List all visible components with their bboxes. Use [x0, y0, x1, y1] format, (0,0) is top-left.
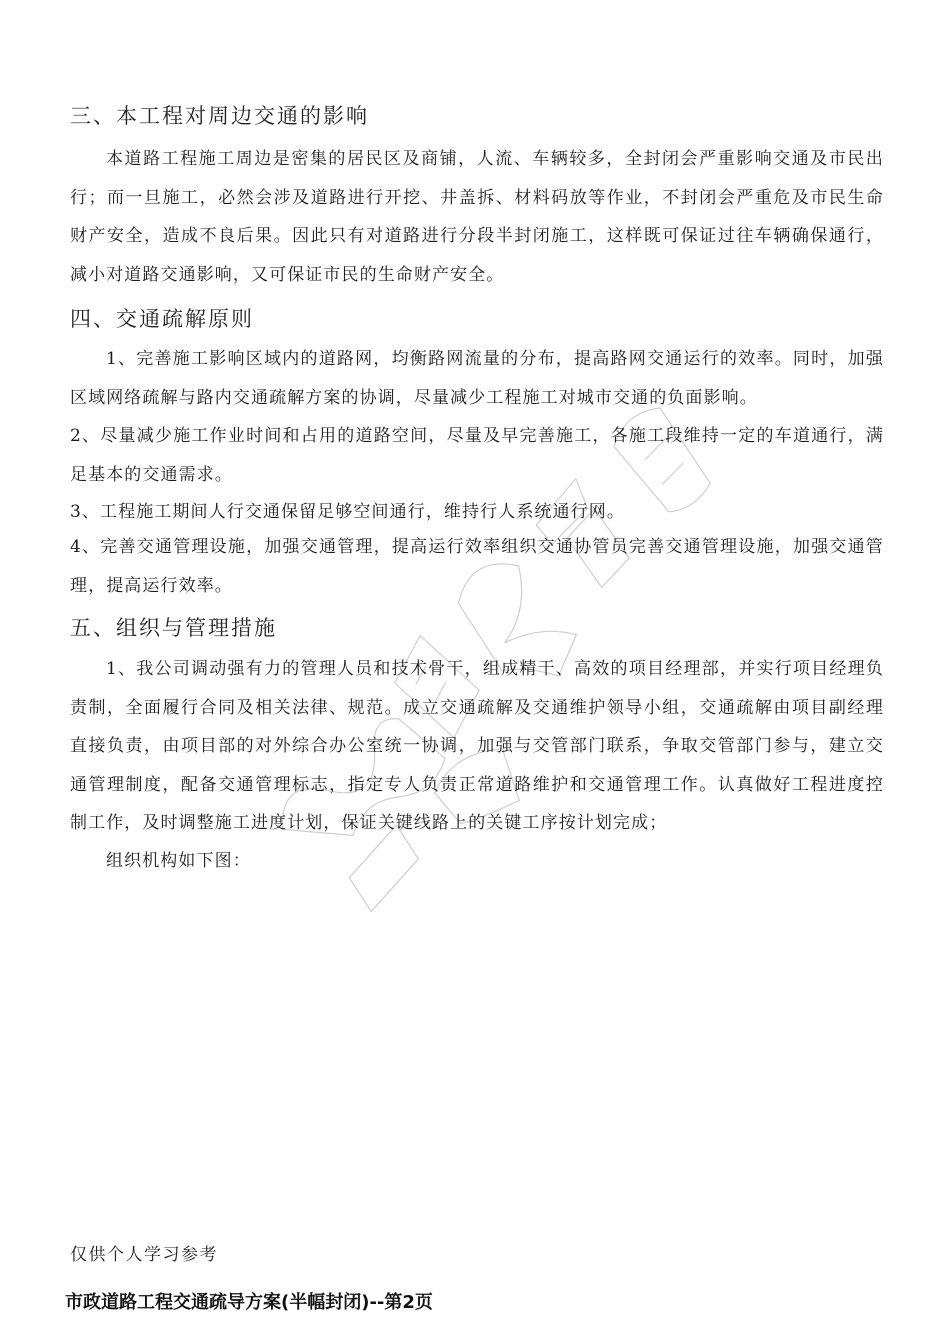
section-4-item-2: 2、尽量减少施工作业时间和占用的道路空间，尽量及早完善施工，各施工段维持一定的车道通行，满足基本的交通需求。 — [70, 426, 884, 485]
footer-note: 仅供个人学习参考 — [70, 1245, 218, 1265]
section-4-heading: 四、交通疏解原则 — [70, 307, 254, 331]
footer-page-title: 市政道路工程交通疏导方案(半幅封闭)--第2页 — [65, 1292, 433, 1313]
section-5-heading: 五、组织与管理措施 — [70, 616, 277, 640]
section-5-body: 1、我公司调动强有力的管理人员和技术骨干，组成精干、高效的项目经理部，并实行项目经理负责制，全面履行合同及相关法律、规范。成立交通疏解及交通维护领导小组，交通疏解由项目副经理直接负责，由项目部的对外综合办公室统一协调，加强与交管部门联系，争取交管部门参与，建立交通管理制度，配备交通管理标志，指定专人负责正常道路维护和交通管理工作。认真做好工程进度控制工作，及时调整施工进度计划，保证关键线路上的关键工序按计划完成； — [70, 659, 884, 833]
section-3-body: 本道路工程施工周边是密集的居民区及商铺，人流、车辆较多，全封闭会严重影响交通及市民出行；而一旦施工，必然会涉及道路进行开挖、井盖拆、材料码放等作业，不封闭会严重危及市民生命财产安全，造成不良后果。因此只有对道路进行分段半封闭施工，这样既可保证过往车辆确保通行，减小对道路交通影响，又可保证市民的生命财产安全。 — [70, 149, 884, 285]
section-4-item-1: 1、完善施工影响区域内的道路网，均衡路网流量的分布，提高路网交通运行的效率。同时，加强区域网络疏解与路内交通疏解方案的协调，尽量减少工程施工对城市交通的负面影响。 — [70, 349, 884, 408]
section-4-item-3: 3、工程施工期间人行交通保留足够空间通行，维持行人系统通行网。 — [70, 502, 625, 522]
section-4-item-4: 4、完善交通管理设施，加强交通管理，提高运行效率组织交通协管员完善交通管理设施，加强交通管理，提高运行效率。 — [70, 537, 884, 596]
org-chart-caption: 组织机构如下图： — [106, 851, 251, 871]
section-3-heading: 三、本工程对周边交通的影响 — [70, 104, 369, 128]
